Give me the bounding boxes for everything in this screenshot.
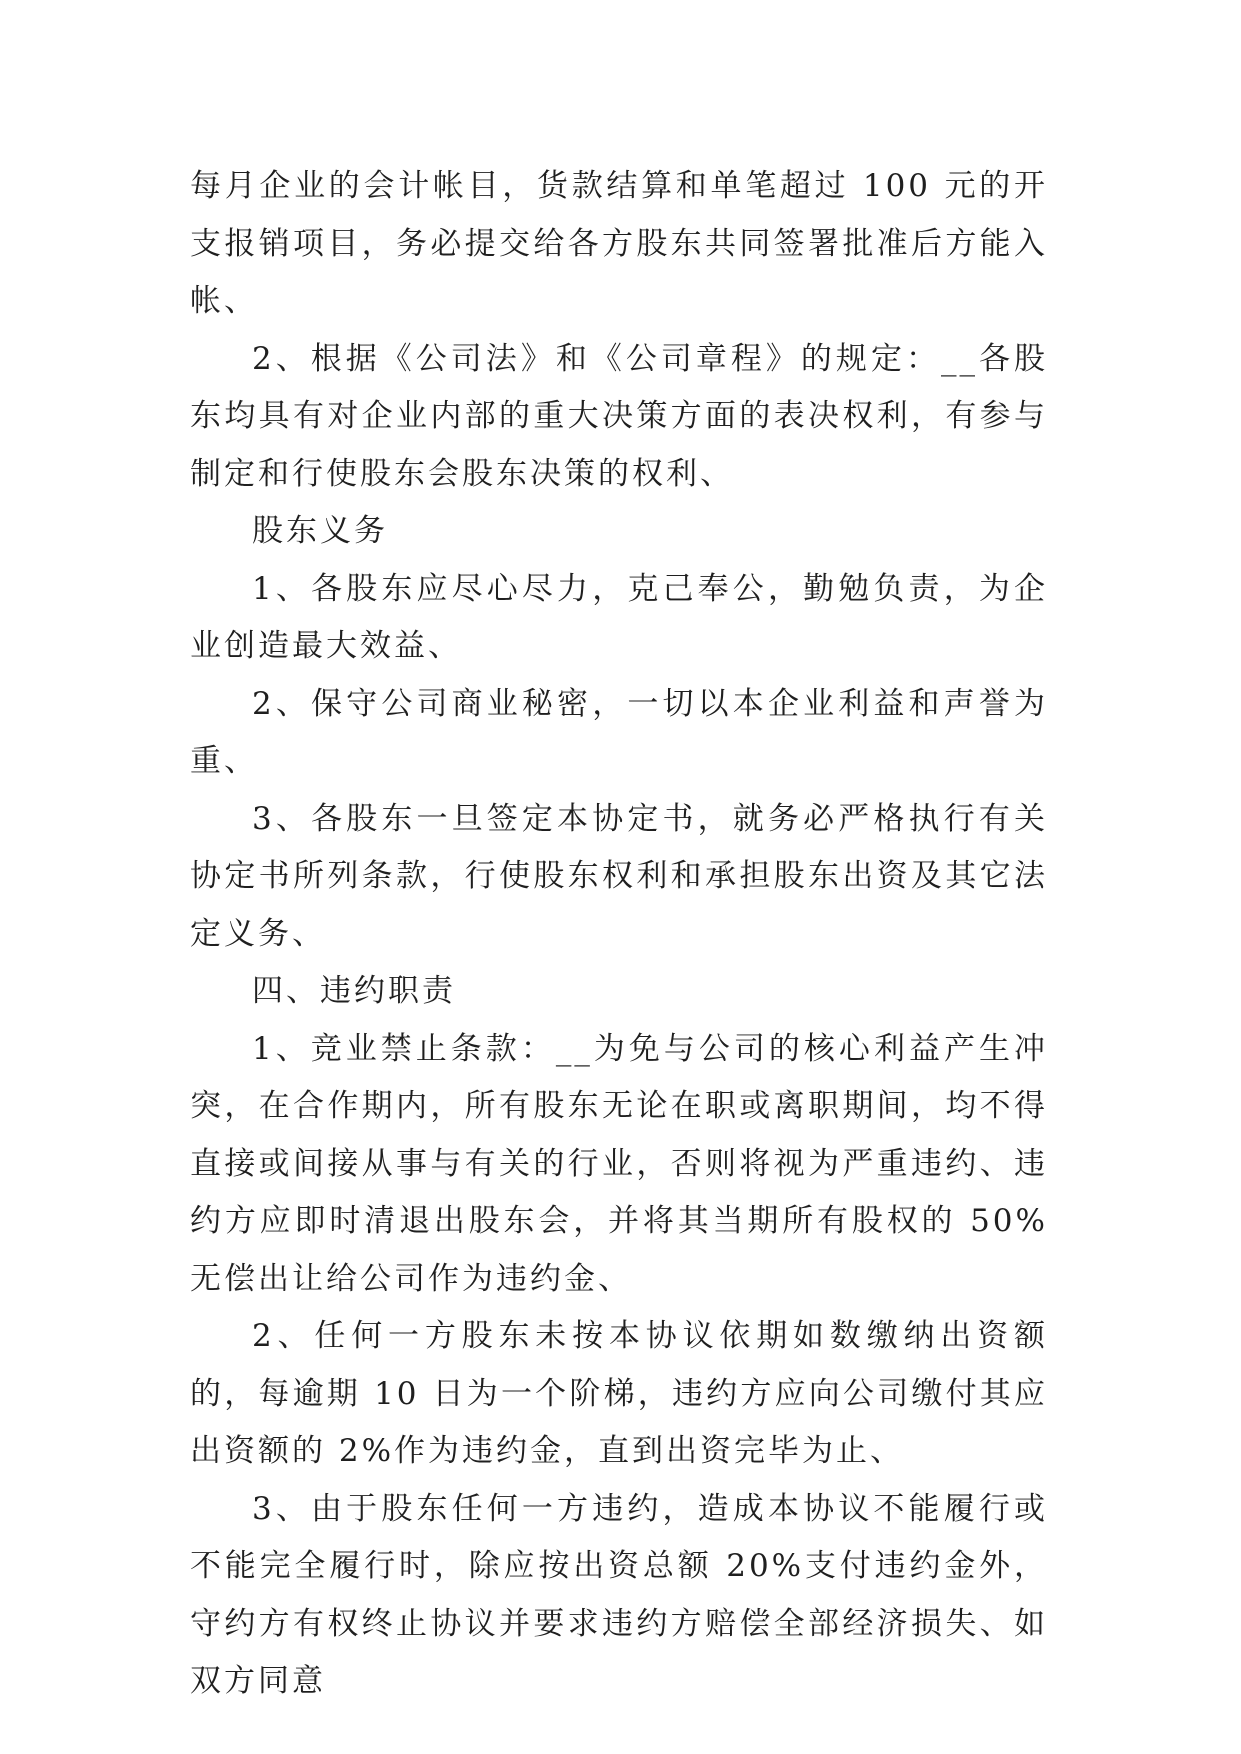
paragraph-duty-3: 3、各股东一旦签定本协定书，就务必严格执行有关协定书所列条款，行使股东权利和承担股东出资及其它法定义务、 xyxy=(190,800,1048,952)
paragraph-shareholder-rights-2: 2、根据《公司法》和《公司章程》的规定：__各股东均具有对企业内部的重大决策方面的表决权利，有参与制定和行使股东会股东决策的权利、 xyxy=(190,340,1048,492)
document-body xyxy=(190,158,1048,1711)
section-heading-shareholder-duties: 股东义务 xyxy=(252,513,388,549)
paragraph-accounting-approval: 每月企业的会计帐目，货款结算和单笔超过 100 元的开支报销项目，务必提交给各方股东共同签署批准后方能入帐、 xyxy=(190,168,1048,319)
paragraph-duty-1: 1、各股东应尽心尽力，克己奉公，勤勉负责，为企业创造最大效益、 xyxy=(190,570,1048,664)
paragraph-breach-3: 3、由于股东任何一方违约，造成本协议不能履行或不能完全履行时，除应按出资总额 20%支付违约金外，守约方有权终止协议并要求违约方赔偿全部经济损失、如双方同意 xyxy=(190,1490,1048,1699)
paragraph-duty-2: 2、保守公司商业秘密，一切以本企业利益和声誉为重、 xyxy=(190,685,1048,779)
paragraph-breach-2: 2、任何一方股东未按本协议依期如数缴纳出资额的，每逾期 10 日为一个阶梯，违约方应向公司缴付其应出资额的 2%作为违约金，直到出资完毕为止、 xyxy=(190,1318,1048,1469)
paragraph-breach-1: 1、竞业禁止条款：__为免与公司的核心利益产生冲突，在合作期内，所有股东无论在职或离职期间，均不得直接或间接从事与有关的行业，否则将视为严重违约、违约方应即时清退出股东会，并将其当期所有股权的 50%无偿出让给公司作为违约金、 xyxy=(190,1030,1048,1297)
section-heading-breach-liability: 四、违约职责 xyxy=(252,973,456,1009)
